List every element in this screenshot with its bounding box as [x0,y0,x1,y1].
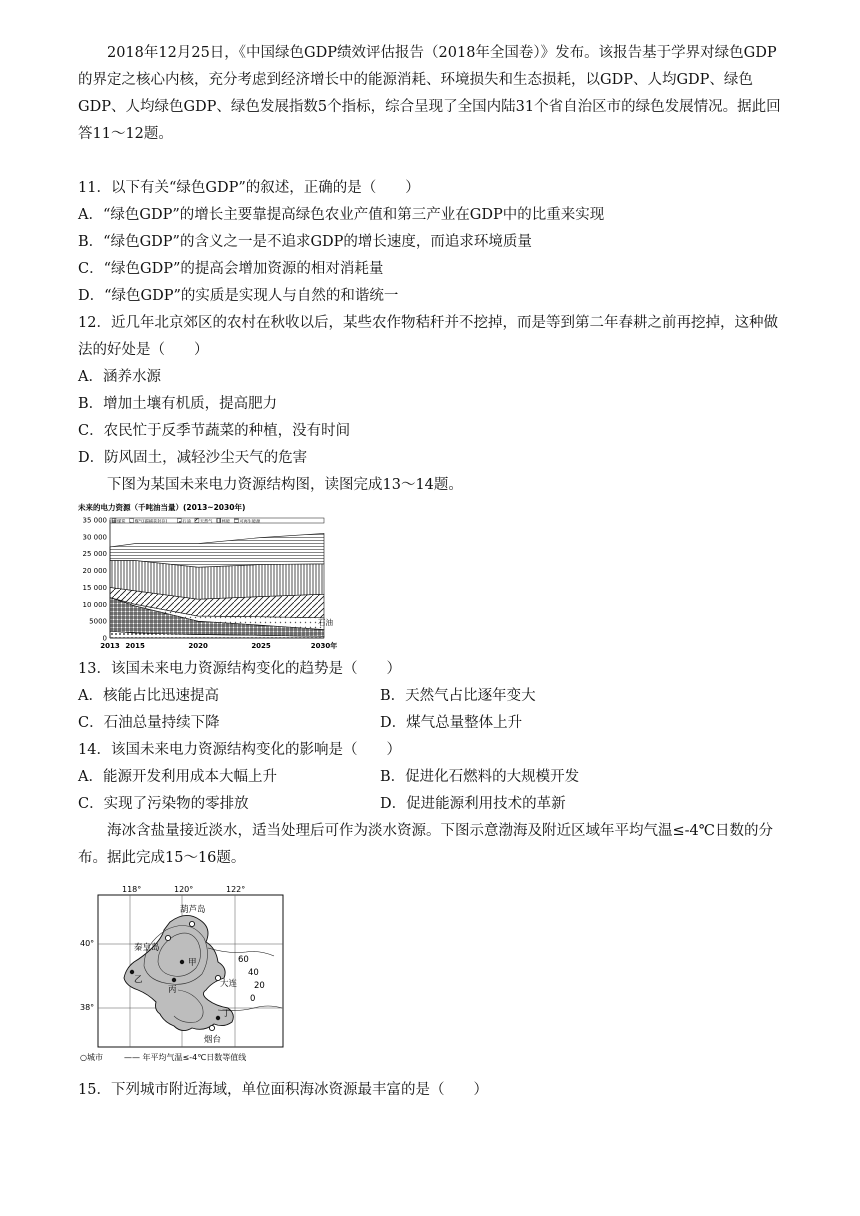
place-ding: 丁 [222,1009,231,1019]
q13-stem: 13．该国未来电力资源结构变化的趋势是（ ） [78,661,401,677]
x-tick-label: 2025 [251,642,271,650]
contour-20: 20 [254,981,265,991]
contour-60: 60 [238,955,249,965]
point-marker-bing [172,978,176,982]
x-tick-label: 2030年 [310,642,338,650]
legend-label: 煤炭 [117,518,126,524]
q14-option-a: A．能源开发利用成本大幅上升 [78,769,277,785]
y-tick-label: 25 000 [82,550,107,559]
q13-option-a: A．核能占比迅速提高 [78,688,219,704]
legend-swatch [177,519,181,523]
q15-stem: 15．下列城市附近海域，单位面积海冰资源最丰富的是（ ） [78,1082,488,1098]
place-yantai: 烟台 [204,1035,222,1045]
lon-120: 120° [174,885,194,894]
y-tick-labels [83,517,108,643]
q13-option-d: D．煤气总量整体上升 [380,715,523,731]
intro-15-16: 海冰含盐量接近淡水，适当处理后可作为淡水资源。下图示意渤海及附近区域年平均气温≤-4℃日数的分布。据此完成15～16题。 [78,823,773,866]
q14-option-c: C．实现了污染物的零排放 [78,796,249,812]
q14-option-b: B．促进化石燃料的大规模开发 [380,769,580,785]
q11-option-d: D．“绿色GDP”的实质是实现人与自然的和谐统一 [78,288,399,304]
power-structure-chart [78,500,348,652]
area-series [110,533,324,638]
legend-label: 可再生能源 [239,518,261,524]
y-tick-label: 5000 [89,617,107,626]
city-marker-huludao [189,921,194,926]
intro-11-12: 2018年12月25日，《中国绿色GDP绩效评估报告（2018年全国卷）》发布。该报告基于学界对绿色GDP的界定之核心内核，充分考虑到经济增长中的能源消耗、环境损失和生态损耗，以GDP、人均GDP、绿色GDP、人均绿色GDP、绿色发展指数5个指标，综合呈现了全国内陆31个省自治区市的绿色发展情况。据此回答11～12题。 [78,45,781,142]
q12-option-b: B．增加土壤有机质，提高肥力 [78,396,278,412]
legend-label: 煤气(碳捕获封存) [134,518,168,524]
legend-swatch [112,519,116,523]
y-tick-label: 0 [102,634,107,643]
legend-label: 核能 [221,518,231,524]
point-marker-yi [130,970,134,974]
bohai-map [78,882,298,1064]
q12-stem: 12．近几年北京郊区的农村在秋收以后，某些农作物秸秆并不挖掉，而是等到第二年春耕之前再挖掉，这种做法的好处是（ ） [78,315,778,358]
legend-swatch [217,519,221,523]
city-marker-yantai [209,1025,214,1030]
city-marker-qinhuangdao [165,935,170,940]
q12-option-a: A．涵养水源 [78,369,161,385]
y-tick-label: 20 000 [82,567,107,576]
x-tick-label: 2015 [125,642,145,650]
point-marker-ding [216,1016,220,1020]
x-tick-labels [100,641,337,650]
q11-option-a: A．“绿色GDP”的增长主要靠提高绿色农业产值和第三产业在GDP中的比重来实现 [78,207,605,223]
lon-118: 118° [122,885,142,894]
legend-isoline: —— 年平均气温≤-4℃日数等值线 [124,1053,247,1062]
legend-city: ○城市 [80,1053,103,1062]
x-tick-label: 2020 [188,642,208,650]
legend-swatch [234,519,238,523]
legend-swatch [195,519,199,523]
q12-option-d: D．防风固土，减轻沙尘天气的危害 [78,450,308,466]
place-dalian: 大连 [220,979,238,989]
contour-40: 40 [248,968,259,978]
oil-annotation: 石油 [318,618,333,627]
y-tick-label: 15 000 [82,583,107,592]
place-huludao: 葫芦岛 [180,905,206,915]
x-tick-label: 2013 [100,642,120,650]
legend-label: 天然气 [199,518,213,524]
q11-option-b: B．“绿色GDP”的含义之一是不追求GDP的增长速度，而追求环境质量 [78,234,532,250]
legend-swatch [130,519,134,523]
chart-title: 未来的电力资源（千吨油当量）(2013~2030年) [78,503,246,512]
place-qinhuangdao: 秦皇岛 [134,943,160,953]
lat-40: 40° [80,939,95,948]
place-jia: 甲 [188,958,197,968]
contour-0: 0 [250,994,256,1004]
place-bing: 丙 [168,985,177,995]
q13-option-b: B．天然气占比逐年变大 [380,688,536,704]
chart-legend [112,517,261,524]
lat-38: 38° [80,1003,95,1012]
lon-122: 122° [226,885,246,894]
place-yi: 乙 [134,975,143,985]
legend-label: 石油 [182,518,191,524]
q14-option-d: D．促进能源利用技术的革新 [380,796,566,812]
q14-stem: 14．该国未来电力资源结构变化的影响是（ ） [78,742,401,758]
y-tick-label: 30 000 [82,533,107,542]
q12-option-c: C．农民忙于反季节蔬菜的种植，没有时间 [78,423,351,439]
intro-13-14: 下图为某国未来电力资源结构图，读图完成13～14题。 [107,477,463,493]
q13-option-c: C．石油总量持续下降 [78,715,220,731]
q11-stem: 11．以下有关“绿色GDP”的叙述，正确的是（ ） [78,180,420,196]
y-tick-label: 35 000 [82,516,107,525]
y-tick-label: 10 000 [82,600,107,609]
q11-option-c: C．“绿色GDP”的提高会增加资源的相对消耗量 [78,261,384,277]
point-marker-jia [180,960,184,964]
